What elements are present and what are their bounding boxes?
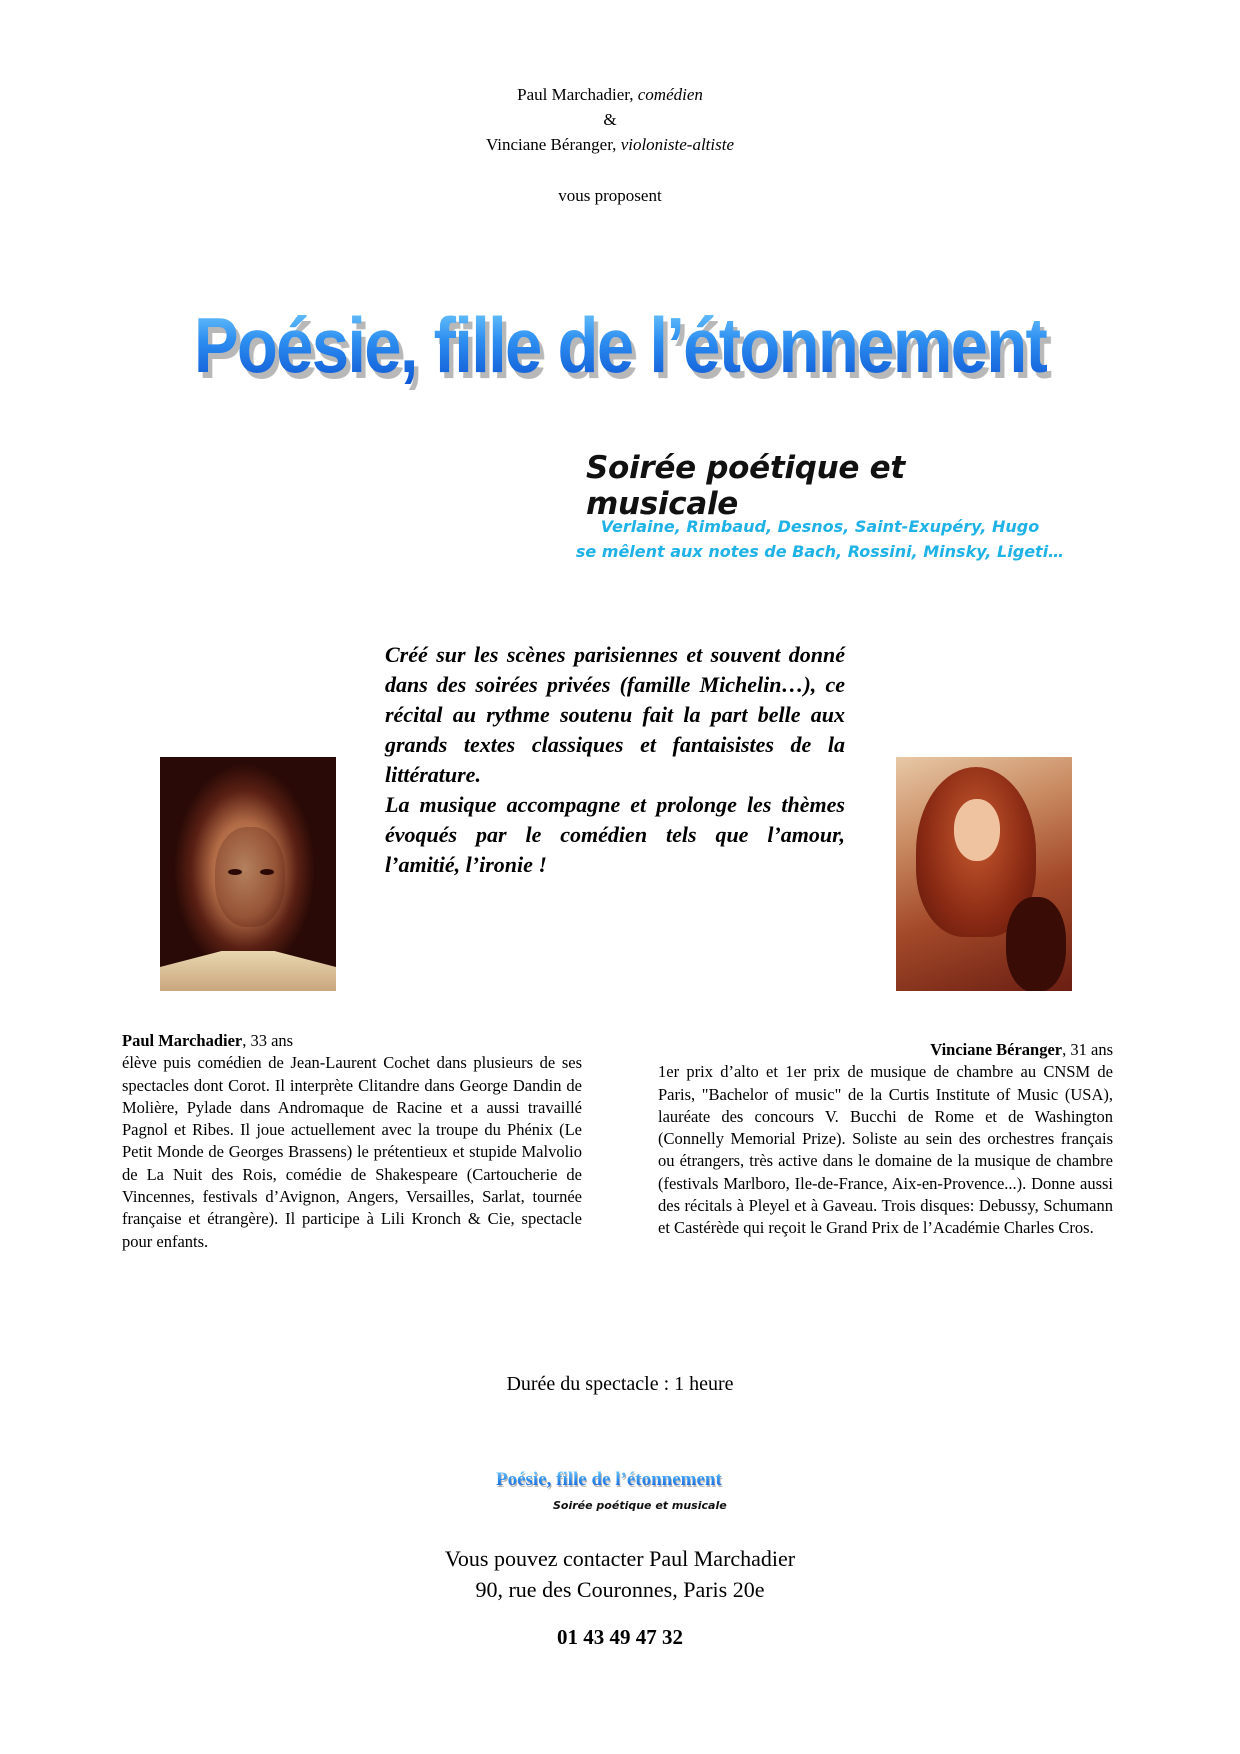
show-duration: Durée du spectacle : 1 heure [506,1373,734,1395]
intro-text: Créé sur les scènes parisiennes et souvent donné dans des soirées privées (famille Michelin…), ce récital au rythme soutenu fait la part belle aux grands textes classiques et fantaisistes de la littérature. [385,642,845,787]
intro-paragraph [385,640,845,880]
bio-text: 1er prix d’alto et 1er prix de musique de chambre au CNSM de Paris, "Bachelor of music" de la Curtis Institute of Music (USA), lauréate des concours V. Bucchi de Rome et de Washington (Connelly Memorial Prize). Soliste au sein des orchestres français ou étrangers, très active dans le domaine de la musique de chambre (festivals Marlboro, Ile-de-France, Aix-en-Provence...). Donne aussi des récitals à Pleyel et à Gaveau. Trois disques: Debussy, Schumann et Castérède qui reçoit le Grand Prix de l’Académie Charles Cros. [658,1062,1113,1238]
photo-detail [954,799,1000,861]
bio-heading [122,1030,582,1052]
footer-logo-subtitle: Soirée poétique et musicale [553,1499,727,1512]
authors-line: Verlaine, Rimbaud, Desnos, Saint-Exupéry, Hugo [600,517,1040,536]
photo-detail [1006,897,1066,991]
photo-detail [215,827,285,927]
performer-name: Paul Marchadier, [517,85,634,104]
header-line-1 [0,82,1220,107]
footer-logo-title: Poésie, fille de l’étonnement [496,1469,796,1491]
contact-address: 90, rue des Couronnes, Paris 20e [475,1577,765,1602]
bio-age: , 33 ans [242,1031,294,1050]
photo-detail [160,951,336,991]
authors-list [560,514,1080,564]
ampersand: & [603,110,617,129]
photo-vinciane-beranger [896,757,1072,991]
photo-paul-marchadier [160,757,336,991]
intro-text: La musique accompagne et prolonge les thèmes évoqués par le comédien tels que l’amour, l’amitié, l’ironie ! [385,792,845,877]
photo-detail [228,869,242,875]
bio-heading [658,1039,1113,1061]
contact-phone: 01 43 49 47 32 [557,1625,683,1649]
bio-vinciane [658,1039,1113,1240]
proposent-text: vous proposent [558,186,662,205]
show-title: Poésie, fille de l’étonnement [87,300,1153,391]
contact-line: Vous pouvez contacter Paul Marchadier [444,1546,796,1571]
contact-block [0,1543,1240,1605]
bio-name: Paul Marchadier [122,1031,243,1050]
show-subtitle: Soirée poétique et musicale [586,450,905,522]
bio-text: élève puis comédien de Jean-Laurent Cochet dans plusieurs de ses spectacles dont Corot. Il interprète Clitandre dans George Dandin de Molière, Pylade dans Andromaque de Racine et a aussi travaillé Pagnol et Ribes. Il joue actuellement avec la troupe du Phénix (Le Petit Monde de Georges Brassens) le prétentieux et stupide Malvolio de La Nuit des Rois, comédie de Shakespeare (Cartoucherie de Vincennes, festivals d’Avignon, Angers, Versailles, Sarlat, tournée française et étrangère). Il participe à Lili Kronch & Cie, spectacle pour enfants. [122,1053,582,1251]
header [0,82,1220,208]
bio-age: , 31 ans [1062,1040,1113,1059]
header-line-2 [0,132,1220,157]
bio-name: Vinciane Béranger [930,1040,1063,1059]
performer-name: Vinciane Béranger, [485,135,617,154]
photo-detail [260,869,274,875]
performer-role: comédien [637,85,703,104]
bio-paul [122,1030,582,1253]
performer-role: violoniste-altiste [620,135,735,154]
composers-line: se mêlent aux notes de Bach, Rossini, Minsky, Ligeti… [575,542,1065,561]
